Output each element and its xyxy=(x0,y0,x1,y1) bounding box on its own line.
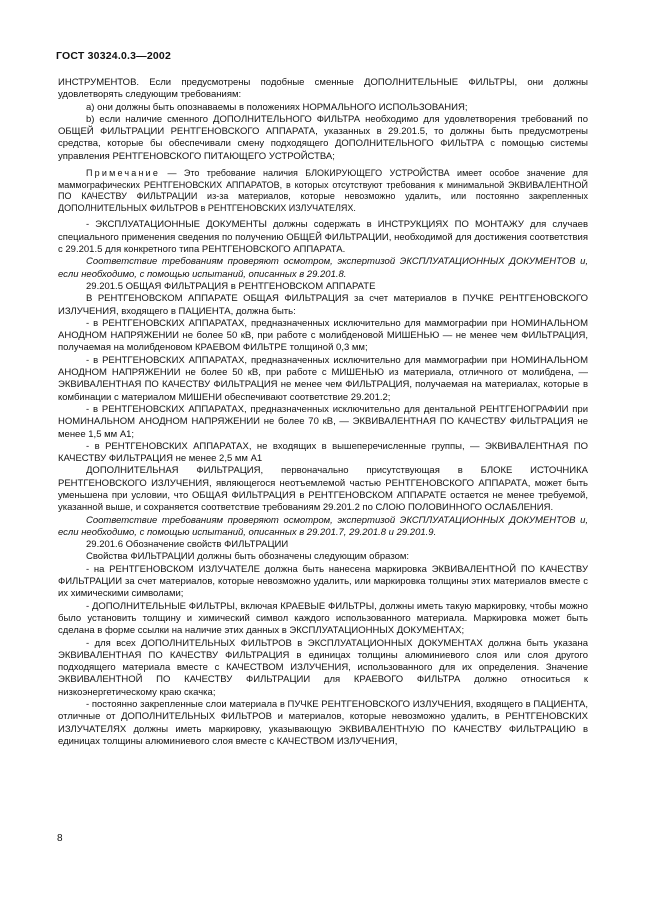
paragraph: ДОПОЛНИТЕЛЬНАЯ ФИЛЬТРАЦИЯ, первоначально присутствующая в БЛОКЕ ИСТОЧНИКА РЕНТГЕНОВСКОГО ИЗЛУЧЕНИЯ, являющегося неотъемлемой частью РЕНТГЕНОВСКОГО АППАРАТА, может быть уменьшена при условии, что ОБЩАЯ ФИЛЬТРАЦИЯ в РЕНТГЕНОВСКОМ АППАРАТЕ остается не менее требуемой, указанной выше, и сохраняется соответствие требованиям 29.201.2 по СЛОЮ ПОЛОВИННОГО ОСЛАБЛЕНИЯ. xyxy=(58,465,588,514)
compliance-statement: Соответствие требованиям проверяют осмотром, экспертизой ЭКСПЛУАТАЦИОННЫХ ДОКУМЕНТОВ и, если необходимо, с помощью испытаний, описанных в 29.201.7, 29.201.8 и 29.201.9. xyxy=(58,514,588,538)
compliance-statement: Соответствие требованиям проверяют осмотром, экспертизой ЭКСПЛУАТАЦИОННЫХ ДОКУМЕНТОВ и, если необходимо, с помощью испытаний, описанных в 29.201.8. xyxy=(58,256,588,280)
paragraph: - ЭКСПЛУАТАЦИОННЫЕ ДОКУМЕНТЫ должны содержать в ИНСТРУКЦИЯХ ПО МОНТАЖУ для случаев специального применения сведения по получению ОБЩЕЙ ФИЛЬТРАЦИИ, необходимой для достижения соответствия с 29.201.5 для конкретного типа РЕНТГЕНОВСКОГО АППАРАТА. xyxy=(58,219,588,256)
list-item: - в РЕНТГЕНОВСКИХ АППАРАТАХ, предназначенных исключительно для маммографии при НОМИНАЛЬНОМ АНОДНОМ НАПРЯЖЕНИИ не более 50 кВ, при работе с молибденовой МИШЕНЬЮ — не менее чем ФИЛЬТРАЦИЯ, получаемая на молибденовом КРАЕВОМ ФИЛЬТРЕ толщиной 0,3 мм; xyxy=(58,317,588,354)
list-item: - постоянно закрепленные слои материала в ПУЧКЕ РЕНТГЕНОВСКОГО ИЗЛУЧЕНИЯ, входящего в ПАЦИЕНТА, отличные от ДОПОЛНИТЕЛЬНЫХ ФИЛЬТРОВ и материалов, которые невозможно удалить, в РЕНТГЕНОВСКИХ ИЗЛУЧАТЕЛЯХ должны иметь маркировку, указывающую ЭКВИВАЛЕНТНУЮ ПО КАЧЕСТВУ ФИЛЬТРАЦИЮ в единицах толщины алюминиевого слоя вместе с КАЧЕСТВОМ ИЗЛУЧЕНИЯ, xyxy=(58,699,588,747)
note-text: — Это требование наличия БЛОКИРУЮЩЕГО УСТРОЙСТВА имеет особое значение для маммографических РЕНТГЕНОВСКИХ АППАРАТОВ, в которых отсутствуют требования к минимальной ЭКВИВАЛЕНТНОЙ ПО КАЧЕСТВУ ФИЛЬТРАЦИИ из-за материалов, которые невозможно удалить, или постоянно закрепленных ДОПОЛНИТЕЛЬНЫХ ФИЛЬТРОВ в РЕНТГЕНОВСКИХ ИЗЛУЧАТЕЛЯХ. xyxy=(58,168,588,213)
document-body xyxy=(58,77,588,748)
paragraph: Свойства ФИЛЬТРАЦИИ должны быть обозначены следующим образом: xyxy=(86,551,410,563)
note xyxy=(58,168,588,214)
list-item: - ДОПОЛНИТЕЛЬНЫЕ ФИЛЬТРЫ, включая КРАЕВЫЕ ФИЛЬТРЫ, должны иметь такую маркировку, чтобы можно было установить толщину и химический символ каждого использованного материала. Маркировка может быть сделана в форме ссылки на наличие этих данных в ЭКСПЛУАТАЦИОННЫХ ДОКУМЕНТАХ; xyxy=(58,600,588,637)
section-heading: 29.201.5 ОБЩАЯ ФИЛЬТРАЦИЯ в РЕНТГЕНОВСКОМ АППАРАТЕ xyxy=(86,280,376,292)
list-item: а) они должны быть опознаваемы в положениях НОРМАЛЬНОГО ИСПОЛЬЗОВАНИЯ; xyxy=(86,101,468,113)
list-item: b) если наличие сменного ДОПОЛНИТЕЛЬНОГО ФИЛЬТРА необходимо для удовлетворения требований по ОБЩЕЙ ФИЛЬТРАЦИИ РЕНТГЕНОВСКОГО АППАРАТА, указанных в 29.201.5, то должны быть предусмотрены средства, которые бы обеспечивали смену подходящего ДОПОЛНИТЕЛЬНОГО ФИЛЬТРА с помощью системы управления РЕНТГЕНОВСКОГО ПИТАЮЩЕГО УСТРОЙСТВА; xyxy=(58,113,588,162)
list-item: - в РЕНТГЕНОВСКИХ АППАРАТАХ, не входящих в вышеперечисленные группы, — ЭКВИВАЛЕНТНАЯ ПО КАЧЕСТВУ ФИЛЬТРАЦИЯ не менее 2,5 мм А1 xyxy=(58,440,588,465)
list-item: - в РЕНТГЕНОВСКИХ АППАРАТАХ, предназначенных исключительно для маммографии при НОМИНАЛЬНОМ АНОДНОМ НАПРЯЖЕНИИ не более 50 кВ, при работе с МИШЕНЬЮ из материала, отличного от молибдена, — ЭКВИВАЛЕНТНАЯ ПО КАЧЕСТВУ ФИЛЬТРАЦИЯ не менее чем ФИЛЬТРАЦИЯ, получаемая на материалах, которые в комбинации с материалом МИШЕНИ обеспечивают соответствие 29.201.2; xyxy=(58,354,588,403)
page-number: 8 xyxy=(57,833,63,844)
section-heading: 29.201.6 Обозначение свойств ФИЛЬТРАЦИИ xyxy=(86,539,289,551)
note-label: Примечание xyxy=(86,168,161,179)
list-item: - для всех ДОПОЛНИТЕЛЬНЫХ ФИЛЬТРОВ в ЭКСПЛУАТАЦИОННЫХ ДОКУМЕНТАХ должна быть указана ЭКВИВАЛЕНТНАЯ ПО КАЧЕСТВУ ФИЛЬТРАЦИЯ в единицах толщины алюминиевого слоя или слоя другого подходящего материала вместе с КАЧЕСТВОМ ИЗЛУЧЕНИЯ, использованного для их определения. Значение ЭКВИВАЛЕНТНОЙ ПО КАЧЕСТВУ ФИЛЬТРАЦИИ для КРАЕВОГО ФИЛЬТРА должно относиться к низкоэнергетическому краю скачка; xyxy=(58,637,588,698)
list-item: - в РЕНТГЕНОВСКИХ АППАРАТАХ, предназначенных исключительно для дентальной РЕНТГЕНОГРАФИИ при НОМИНАЛЬНОМ АНОДНОМ НАПРЯЖЕНИИ не более 70 кВ, — ЭКВИВАЛЕНТНАЯ ПО КАЧЕСТВУ ФИЛЬТРАЦИЯ не менее 1,5 мм А1; xyxy=(58,403,588,440)
paragraph: В РЕНТГЕНОВСКОМ АППАРАТЕ ОБЩАЯ ФИЛЬТРАЦИЯ за счет материалов в ПУЧКЕ РЕНТГЕНОВСКОГО ИЗЛУЧЕНИЯ, входящего в ПАЦИЕНТА, должна быть: xyxy=(58,293,588,317)
list-item: - на РЕНТГЕНОВСКОМ ИЗЛУЧАТЕЛЕ должна быть нанесена маркировка ЭКВИВАЛЕНТНОЙ ПО КАЧЕСТВУ ФИЛЬТРАЦИИ за счет материалов, которые невозможно удалить, или маркировка толщины этих материалов вместе с их химическими символами; xyxy=(58,563,588,600)
paragraph: ИНСТРУМЕНТОВ. Если предусмотрены подобные сменные ДОПОЛНИТЕЛЬНЫЕ ФИЛЬТРЫ, они должны удовлетворять следующим требованиям: xyxy=(58,77,588,101)
document-header: ГОСТ 30324.0.3—2002 xyxy=(56,50,172,62)
